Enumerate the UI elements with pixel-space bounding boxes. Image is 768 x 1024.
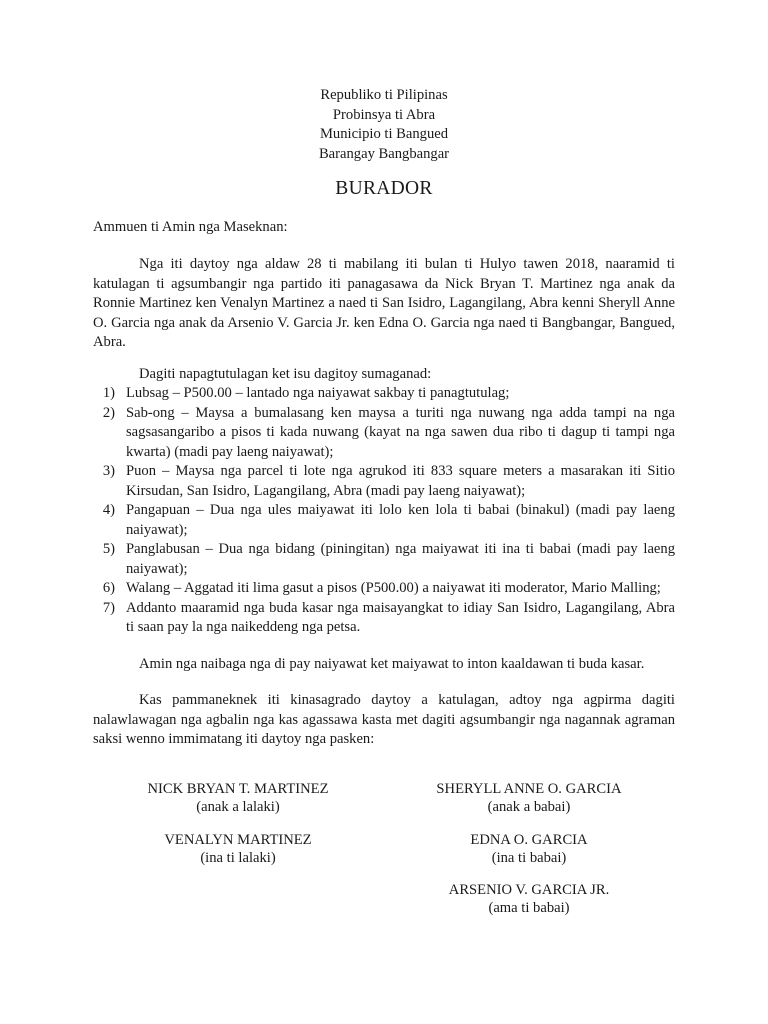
signatory-bride-mother — [409, 832, 649, 867]
list-item — [93, 540, 675, 579]
header-municipality: Municipio ti Bangued — [319, 126, 449, 142]
list-intro: Dagiti napagtutulagan ket isu dagitoy sumaganad: — [139, 366, 432, 382]
header-barangay: Barangay Bangbangar — [318, 145, 450, 162]
list-item-text: Puon – Maysa nga parcel ti lote nga agrukod iti 833 square meters a masarakan iti Sitio Kirsudan, San Isidro, Lagangilang, Abra (madi pay laeng naiyawat); — [126, 463, 675, 499]
list-item-number: 3) — [102, 463, 115, 479]
list-item-number: 1) — [102, 385, 115, 401]
signatory-role: (anak a babai) — [487, 798, 571, 815]
closing-paragraph: Kas pammaneknek iti kinasagrado daytoy a katulagan, adtoy nga agpirma dagiti nalawlawagan nga agbalin nga kas agassawa kasta met dagiti agsumbangir nga nagannak agraman saksi wenno immimatang iti daytoy nga pasken: — [93, 692, 675, 747]
signatory-role: (ina ti babai) — [491, 849, 567, 866]
header-province: Probinsya ti Abra — [332, 106, 436, 123]
list-item-number: 4) — [102, 502, 115, 518]
signatory-name: NICK BRYAN T. MARTINEZ — [147, 781, 329, 797]
list-item-text: Sab-ong – Maysa a bumalasang ken maysa a turiti nga nuwang nga adda tampi na nga sagsasangaribo a pisos ti kada nuwang (kayat na nga sawen dua ribo ti dagup ti tampi nga kwarta) (madi pay laeng naiyawat); — [126, 404, 675, 460]
signatory-role: (anak a lalaki) — [196, 798, 280, 815]
document-title: BURADOR — [335, 178, 433, 199]
signatory-groom — [118, 781, 358, 816]
list-item-number: 2) — [102, 404, 115, 421]
signatory-bride — [409, 781, 649, 816]
header-country: Republiko ti Pilipinas — [320, 87, 448, 103]
signatory-name: EDNA O. GARCIA — [470, 832, 588, 848]
list-item-number: 7) — [102, 599, 115, 616]
signatory-name: SHERYLL ANNE O. GARCIA — [436, 781, 622, 797]
list-item — [93, 462, 675, 501]
list-item — [93, 404, 675, 463]
list-item-number: 5) — [102, 541, 115, 557]
document-header — [0, 86, 768, 164]
agreement-list — [93, 384, 675, 638]
list-item-text: Lubsag – P500.00 – lantado nga naiyawat sakbay ti panagtutulag; — [126, 385, 510, 401]
list-item-text: Pangapuan – Dua nga ules maiyawat iti lolo ken lola ti babai (binakul) (madi pay laeng naiyawat); — [126, 502, 675, 538]
signatory-name: ARSENIO V. GARCIA JR. — [448, 882, 610, 898]
signatory-role: (ina ti lalaki) — [200, 849, 276, 866]
list-item — [93, 501, 675, 540]
list-item-text: Addanto maaramid nga buda kasar nga maisayangkat to idiay San Isidro, Lagangilang, Abra ti saan pay la nga naikeddeng nga petsa. — [126, 599, 675, 635]
list-item — [93, 599, 675, 638]
salutation: Ammuen ti Amin nga Maseknan: — [93, 219, 288, 235]
list-item-number: 6) — [102, 580, 115, 596]
list-item-text: Walang – Aggatad iti lima gasut a pisos (P500.00) a naiyawat iti moderator, Mario Malling; — [126, 580, 661, 596]
list-item — [93, 579, 675, 599]
signatory-role: (ama ti babai) — [488, 899, 570, 916]
signatory-groom-mother — [118, 832, 358, 867]
list-item — [93, 384, 675, 404]
intro-paragraph: Nga iti daytoy nga aldaw 28 ti mabilang iti bulan ti Hulyo tawen 2018, naaramid ti katulagan ti agsumbangir nga partido iti panagasawa da Nick Bryan T. Martinez nga anak da Ronnie Martinez ken Venalyn Martinez a naed ti San Isidro, Lagangilang, Abra kenni Sheryll Anne O. Garcia nga anak da Arsenio V. Garcia Jr. ken Edna O. Garcia nga naed ti Bangbangar, Bangued, Abra. — [93, 256, 675, 350]
signatory-bride-father — [409, 882, 649, 917]
signatory-name: VENALYN MARTINEZ — [164, 832, 312, 848]
list-item-text: Panglabusan – Dua nga bidang (piningitan) nga maiyawat iti ina ti babai (madi pay laeng naiyawat); — [126, 541, 675, 577]
after-list-paragraph: Amin nga naibaga nga di pay naiyawat ket maiyawat to inton kaaldawan ti buda kasar. — [139, 656, 645, 672]
